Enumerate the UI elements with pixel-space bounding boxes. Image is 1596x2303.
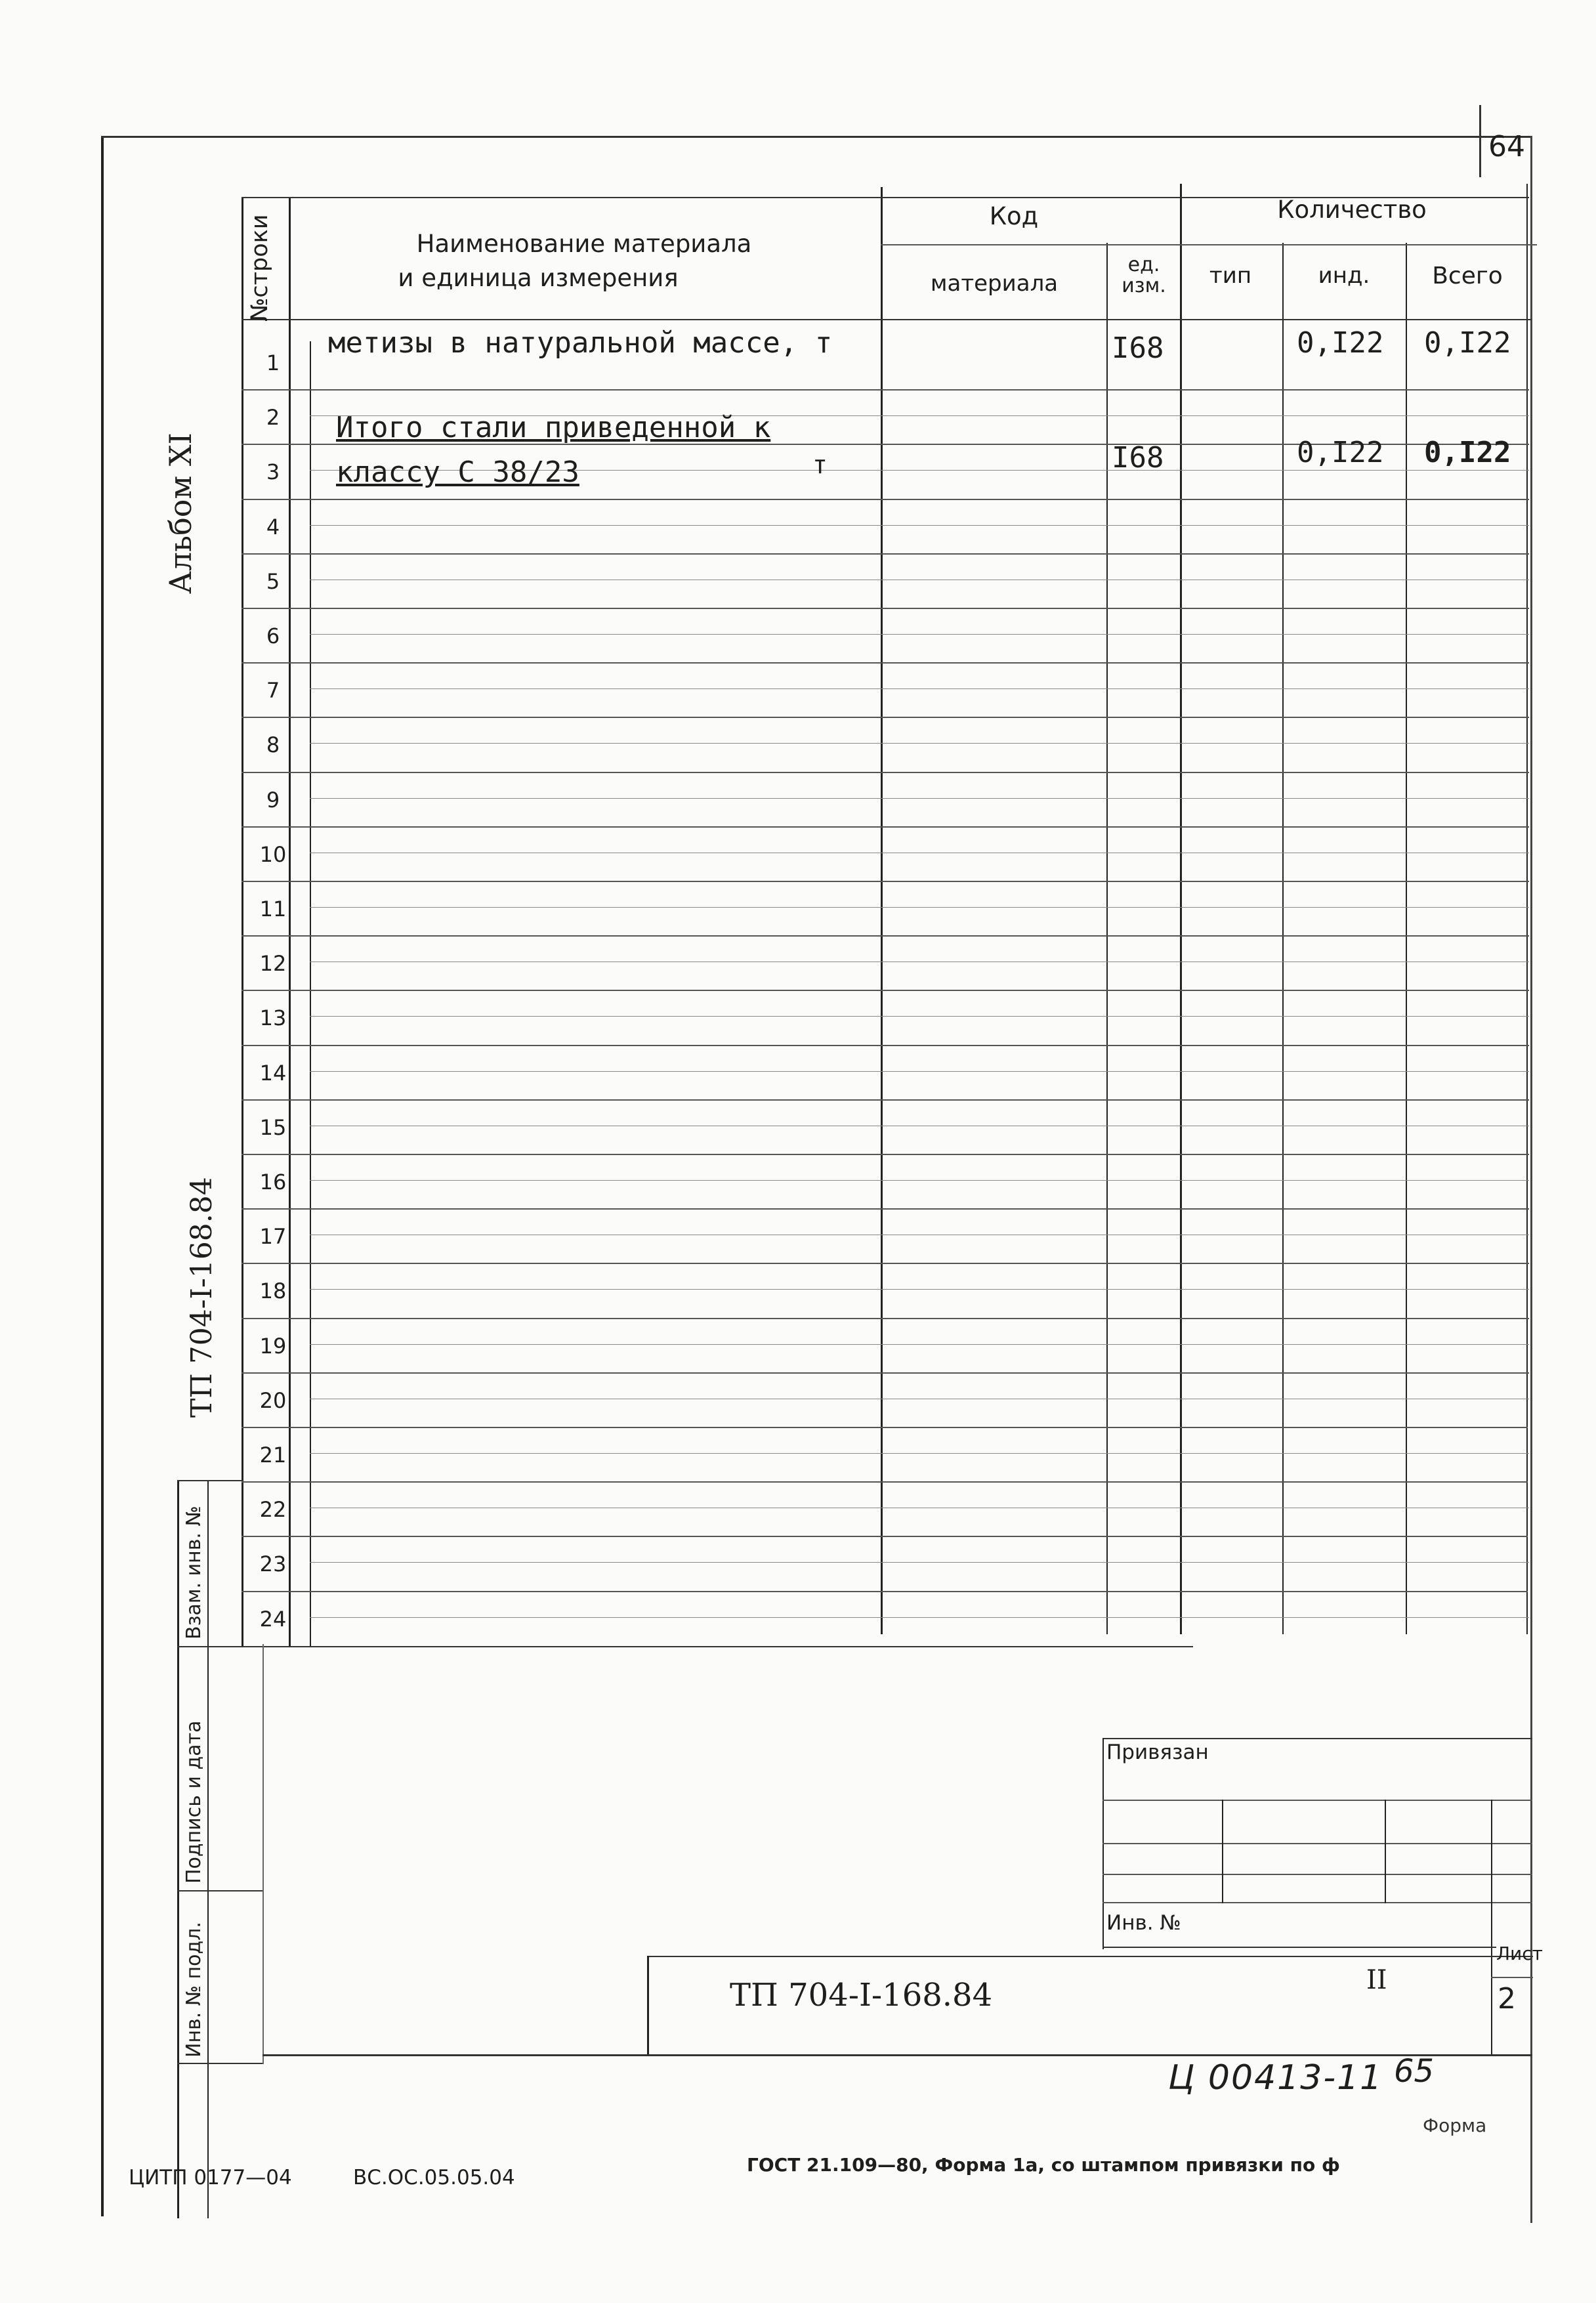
quantity-header: Количество <box>1277 196 1427 224</box>
side-block-hline <box>177 1480 243 1481</box>
handwritten-reference: Ц 00413-11 <box>1168 2058 1383 2098</box>
stamp-line <box>1102 1947 1496 1948</box>
inv-podl-label: Инв. № подл. <box>182 1922 205 2058</box>
row-sub-separator <box>310 743 1529 744</box>
stamp-bottom <box>262 2054 1532 2056</box>
row-number: 24 <box>259 1607 287 1632</box>
row-number: 7 <box>266 678 280 703</box>
stamp-line <box>1102 1738 1532 1739</box>
row-sub-separator <box>310 1344 1529 1345</box>
row-separator <box>242 826 1529 828</box>
forma-label-right: Форма <box>1423 2115 1487 2136</box>
row-separator <box>242 499 1529 500</box>
side-block-hline <box>177 1890 262 1891</box>
row-sub-separator <box>310 961 1529 962</box>
row-3-unit-suffix: т <box>812 450 828 479</box>
row-separator <box>242 1372 1529 1374</box>
row-separator <box>242 1318 1529 1319</box>
row-number: 6 <box>266 623 280 648</box>
stamp-line <box>1491 1977 1533 1978</box>
header-sub-line <box>881 244 1537 245</box>
row-number: 17 <box>259 1224 287 1249</box>
album-label: Альбом XI <box>163 433 198 594</box>
row-number: 18 <box>259 1278 287 1303</box>
row-number: 1 <box>266 350 280 375</box>
row-number: 13 <box>259 1005 287 1030</box>
list-label: Лист <box>1496 1943 1543 1964</box>
row-separator <box>242 881 1529 882</box>
row-number: 5 <box>266 569 280 594</box>
row-separator <box>242 1154 1529 1155</box>
row-number: 8 <box>266 732 280 757</box>
row-1-ind: 0,I22 <box>1297 326 1384 360</box>
side-doc-code: ТП 704-I-168.84 <box>185 1177 219 1418</box>
page-number-box-line <box>1479 105 1481 177</box>
stamp-title: ТП 704-I-168.84 <box>730 1977 993 2014</box>
row-sub-separator <box>310 1016 1529 1017</box>
row-number: 15 <box>259 1115 287 1140</box>
stamp-title-left <box>647 1956 649 2054</box>
row-number: 3 <box>266 459 280 484</box>
name-header-line1: Наименование материала <box>416 230 752 258</box>
handwritten-number: 65 <box>1394 2053 1435 2090</box>
side-block-hline <box>177 1646 243 1647</box>
row-sub-separator <box>310 1617 1529 1618</box>
footer-gost: ГОСТ 21.109—80, Форма 1а, со штампом привязки по ф <box>747 2154 1340 2176</box>
row-sub-separator <box>310 1180 1529 1181</box>
stamp-line <box>1491 1800 1492 2056</box>
row-sub-separator <box>310 1562 1529 1563</box>
row-3-unit: I68 <box>1112 441 1164 475</box>
row-number: 20 <box>259 1388 287 1413</box>
footer-left-code: ЦИТП 0177—04 <box>129 2166 292 2189</box>
side-block-vline <box>177 1480 179 2218</box>
row-separator <box>242 1099 1529 1101</box>
row-separator <box>242 1208 1529 1210</box>
row-number: 14 <box>259 1061 287 1086</box>
footer-mid-code: ВС.ОС.05.05.04 <box>353 2166 515 2189</box>
stamp-line <box>1102 1902 1532 1903</box>
row-1-total: 0,I22 <box>1424 326 1511 360</box>
row-2-name: Итого стали приведенной к <box>336 411 771 444</box>
side-block-vline <box>207 1480 209 2218</box>
unit-header: ед. изм. <box>1122 253 1166 297</box>
row-separator <box>242 1045 1529 1046</box>
row-number-header: №строки <box>247 214 273 322</box>
frame-top-border <box>101 136 1532 138</box>
page-number: 64 <box>1488 130 1525 163</box>
stamp-line <box>1385 1800 1386 1903</box>
row-sub-separator <box>310 1289 1529 1290</box>
row-sub-separator <box>310 1071 1529 1072</box>
row-separator <box>242 662 1529 664</box>
list-value: 2 <box>1498 1982 1516 2016</box>
row-number: 23 <box>259 1552 287 1576</box>
table-vline <box>310 341 311 1647</box>
code-material-header: материала <box>930 270 1059 297</box>
row-separator <box>242 389 1529 391</box>
row-separator <box>242 717 1529 718</box>
row-separator <box>242 1427 1528 1428</box>
row-separator <box>242 608 1529 609</box>
row-sub-separator <box>310 525 1529 526</box>
row-number: 12 <box>259 951 287 976</box>
stamp-title-top <box>647 1956 1533 1957</box>
row-separator <box>242 1591 1528 1592</box>
row-number: 19 <box>259 1334 287 1359</box>
qty-type-header: тип <box>1209 263 1252 289</box>
row-number: 2 <box>266 405 280 430</box>
row-separator <box>242 935 1529 937</box>
row-number: 11 <box>259 897 287 921</box>
table-vline <box>242 197 243 1647</box>
stamp-line <box>1102 1874 1532 1875</box>
row-number: 4 <box>266 515 280 539</box>
stamp-line <box>1102 1800 1532 1801</box>
stamp-part: II <box>1366 1965 1387 1995</box>
frame-left-border <box>101 136 104 2216</box>
side-block-hline <box>177 2063 262 2064</box>
row-sub-separator <box>310 634 1529 635</box>
row-sub-separator <box>310 907 1529 908</box>
row-1-unit: I68 <box>1112 331 1164 365</box>
table-bottom-line <box>242 1646 1193 1647</box>
row-separator <box>242 772 1529 773</box>
code-header: Код <box>989 202 1039 230</box>
inv-no-label: Инв. № <box>1106 1911 1181 1935</box>
row-3-name: классу С 38/23 <box>336 455 579 489</box>
row-sub-separator <box>310 1453 1529 1454</box>
row-number: 9 <box>266 788 280 813</box>
row-separator <box>242 1263 1529 1264</box>
stamp-line <box>1102 1843 1532 1844</box>
table-vline <box>1282 243 1284 1634</box>
vzam-inv-label: Взам. инв. № <box>182 1506 205 1639</box>
qty-ind-header: инд. <box>1318 263 1370 289</box>
row-separator <box>242 990 1529 991</box>
header-bottom-line <box>242 319 1532 320</box>
row-sub-separator <box>310 688 1529 689</box>
qty-total-header: Всего <box>1432 263 1503 289</box>
row-separator <box>242 553 1529 555</box>
name-header-line2: и единица измерения <box>398 264 679 292</box>
row-1-name: метизы в натуральной массе, т <box>328 326 833 360</box>
frame-right-border <box>1530 136 1532 2223</box>
side-block-vline <box>262 1644 264 2064</box>
row-number: 22 <box>259 1497 287 1522</box>
row-sub-separator <box>310 798 1529 799</box>
table-vline <box>1406 243 1407 1634</box>
table-vline <box>1526 184 1528 1634</box>
row-3-total: 0,I22 <box>1424 436 1511 469</box>
stamp-line <box>1222 1800 1223 1903</box>
row-3-ind: 0,I22 <box>1297 436 1384 469</box>
row-separator <box>242 1481 1528 1483</box>
table-vline <box>1106 243 1108 1634</box>
podpis-data-label: Подпись и дата <box>182 1720 205 1884</box>
table-vline <box>1180 184 1182 1634</box>
row-number: 16 <box>259 1170 287 1194</box>
row-number: 21 <box>259 1443 287 1468</box>
privyazan-label: Привязан <box>1106 1741 1209 1764</box>
row-separator <box>242 1536 1528 1537</box>
row-number: 10 <box>259 842 287 867</box>
table-vline <box>881 187 883 1634</box>
